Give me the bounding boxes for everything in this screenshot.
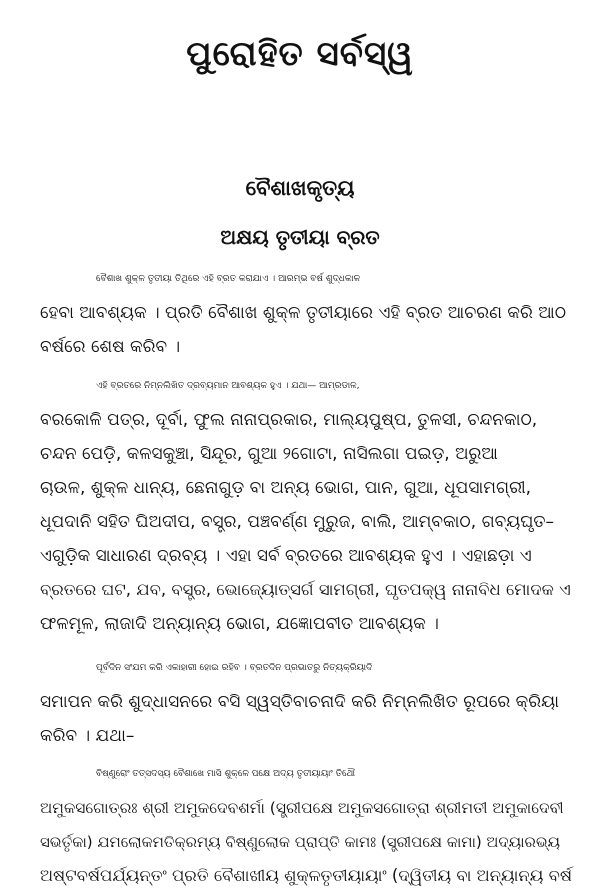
text-line: ଚାଉଳ, ଶୁକ୍ଳ ଧାନ୍ୟ, ଛେନାଗୁଡ଼ ବା ଅନ୍ୟ ଭୋଗ, ପାନ, ଗୁଆ, ଧୂପସାମଗ୍ରୀ, <box>40 478 532 498</box>
text-line: ବୈଶାଖ ଶୁକ୍ଳ ତୃତୀୟା ତିଥିରେ ଏହି ବ୍ରତ କରାଯାଏ । ଆରମ୍ଭ ବର୍ଷ ଶୁଦ୍ଧକାଳ <box>96 274 361 284</box>
text-line: ଧୂପଦାନି ସହିତ ଘିଅଦୀପ, ବସ୍ତ୍ର, ପଞ୍ଚବର୍ଣ୍ଣ ମୁରୁଜ, ବାଲି, ଆମ୍ବକାଠ, ଗବ୍ୟଘୃତ– <box>40 512 555 532</box>
text-line: ଫଳମୂଳ, ଲାଜାଦି ଅନ୍ୟାନ୍ୟ ଭୋଗ, ଯଜ୍ଞୋପବୀତ ଆବଶ୍ୟକ । <box>40 614 439 634</box>
text-line: ଏହି ବ୍ରତରେ ନିମ୍ନଲିଖିତ ଦ୍ରବ୍ୟମାନ ଆବଶ୍ୟକ ହୁଏ । ଯଥା— ଆମ୍ରଡାଳ, <box>96 381 360 391</box>
text-line: ସମାପନ କରି ଶୁଦ୍ଧାସନରେ ବସି ସ୍ୱସ୍ତିବାଚନାଦି କରି ନିମ୍ନଲିଖିତ ରୂପରେ କ୍ରିୟା <box>40 692 560 712</box>
text-line: ବରକୋଳି ପତ୍ର, ଦୂର୍ବା, ଫୁଲ ନାନାପ୍ରକାର, ମାଲ୍ୟପୁଷ୍ପ, ତୁଳସୀ, ଚନ୍ଦନକାଠ, <box>40 410 538 430</box>
text-line: ପୂର୍ବଦିନ ସଂଯମ କରି ଏକାହାରୀ ହୋଇ ରହିବ । ବ୍ରତଦିନ ପ୍ରଭାତରୁ ନିତ୍ୟକ୍ରିୟାଦି <box>96 663 373 673</box>
paragraph-4 <box>40 757 572 893</box>
sub-heading: ଅକ୍ଷୟ ତୃତୀୟା ବ୍ରତ <box>220 225 380 249</box>
paragraph-3 <box>40 651 572 753</box>
paragraph-2 <box>40 369 572 641</box>
text-line: ଏଗୁଡ଼ିକ ସାଧାରଣ ଦ୍ରବ୍ୟ । ଏହା ସର୍ବ ବ୍ରତରେ ଆବଶ୍ୟକ ହୁଏ । ଏହାଛଡ଼ା ଏ <box>40 546 532 566</box>
text-line: ହେବା ଆବଶ୍ୟକ । ପ୍ରତି ବୈଶାଖ ଶୁକ୍ଳ ତୃତୀୟାରେ ଏହି ବ୍ରତ ଆଚରଣ କରି ଆଠ <box>40 303 567 323</box>
text-line: ସଭର୍ତୃକା) ଯମଲୋକମତିକ୍ରମ୍ୟ ବିଷ୍ଣୁଲୋକ ପ୍ରାପ୍ତି କାମଃ (ସ୍ତ୍ରୀପକ୍ଷେ କାମା) ଅଦ୍ୟାରଭ୍ୟ <box>40 833 561 851</box>
book-title: ପୁରୋହିତ ସର୍ବସ୍ୱ <box>186 34 414 74</box>
text-line: ବିଷ୍ଣୁରୋଂ ତତ୍ସଦସ୍ୟ ବୈଶାଖେ ମାସି ଶୁକ୍ଳେ ପକ୍ଷେ ଅଦ୍ୟ ତୃତୀୟାୟାଂ ତିଥୌ <box>96 769 356 779</box>
text-line: ଅମୁକସଗୋତ୍ରଃ ଶ୍ରୀ ଅମୁକଦେବଶର୍ମା (ସ୍ତ୍ରୀପକ୍ଷେ ଅମୁକସଗୋତ୍ରା ଶ୍ରୀମତୀ ଅମୁକାଦେବୀ <box>40 799 564 817</box>
paragraph-1 <box>40 262 572 364</box>
text-line: ଚନ୍ଦନ ପେଡ଼ି, କଳସକୁଞ୍ଚା, ସିନ୍ଦୂର, ଗୁଆ ୨ଗୋଟା, ନାସିଲଗା ପଇଡ଼, ଅରୁଆ <box>40 444 498 464</box>
section-heading: ବୈଶାଖକୃତ୍ୟ <box>245 176 355 200</box>
text-line: ଅଷ୍ଟବର୍ଷପର୍ଯ୍ୟନ୍ତଂ ପ୍ରତି ବୈଶାଖୀୟ ଶୁକ୍ଳତୃତୀୟାୟାଂ (ଦ୍ୱିତୀୟ ବା ଅନ୍ୟାନ୍ୟ ବର୍ଷ <box>40 866 573 885</box>
text-line: କରିବ । ଯଥା– <box>40 726 135 746</box>
text-line: ବ୍ରତରେ ଘଟ, ଯବ, ବସ୍ତ୍ର, ଭୋଜ୍ୟୋତ୍ସର୍ଗ ସାମଗ୍ରୀ, ଘୃତପକ୍ୱ ନାନାବିଧ ମୋଦକ ଏ <box>40 580 571 599</box>
text-line: ବର୍ଷରେ ଶେଷ କରିବ । <box>40 337 181 357</box>
